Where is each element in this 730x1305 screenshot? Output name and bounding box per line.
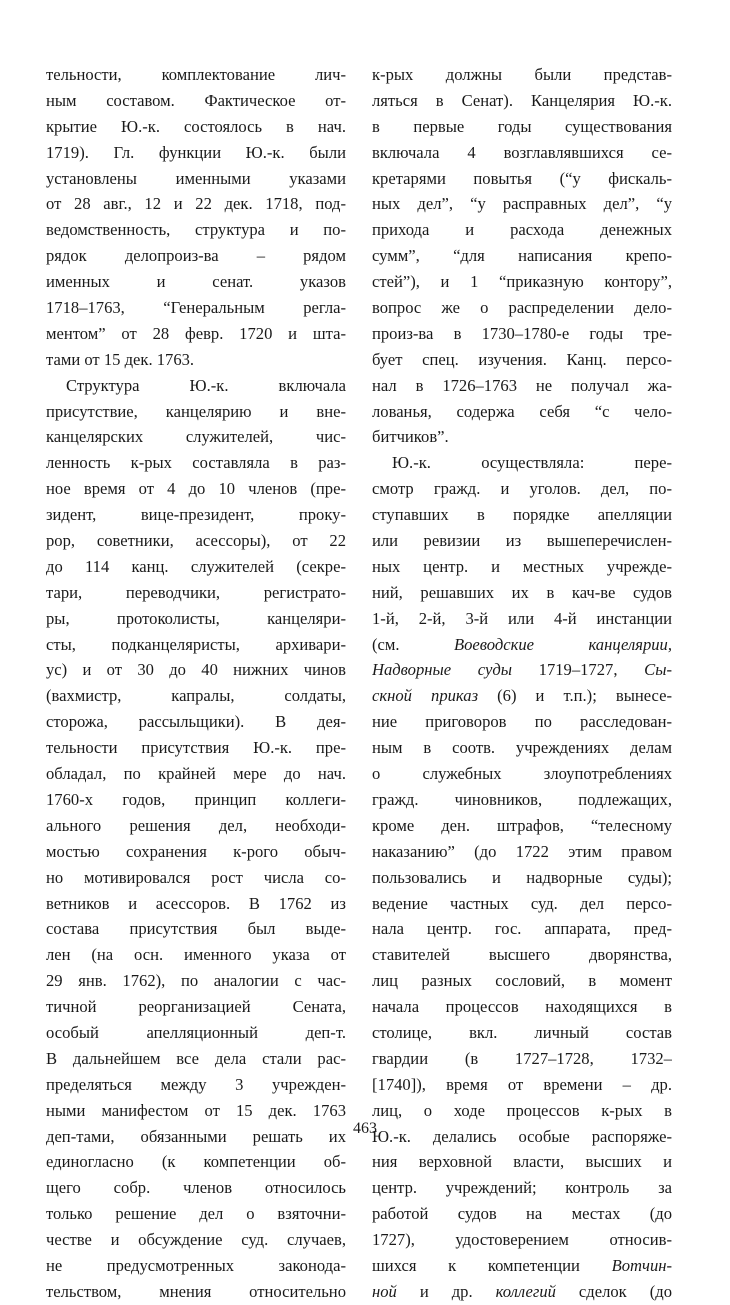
text-line: тари, переводчики, регистрато- [46, 582, 346, 602]
text-line: 1718–1763, “Генеральным регла- [46, 298, 346, 318]
text-line: ус) и от 30 до 40 нижних чинов [46, 660, 346, 680]
text-line: пользовались и надворные суды); [372, 867, 672, 887]
text-line: гвардии (в 1727–1728, 1732– [372, 1048, 672, 1068]
text-line: ментом” от 28 февр. 1720 и шта- [46, 323, 346, 343]
text-line: 1727), удостоверением относив- [372, 1230, 672, 1250]
text-line: к-рых должны были представ- [372, 65, 672, 84]
text-line: канцелярских служителей, чис- [46, 427, 346, 447]
text-run: 1719–1727, [511, 660, 645, 680]
text-line: кретарями повытья (“у фискаль- [372, 168, 672, 188]
text-run: шихся к компетенции [372, 1255, 612, 1275]
text-line: ным составом. Фактическое от- [46, 90, 346, 110]
text-line: (вахмистр, капралы, солдаты, [46, 686, 346, 706]
text-line: [1740]), время от времени – др. [372, 1074, 672, 1094]
text-run: (6) и т.п.); вынесе- [478, 686, 672, 706]
text-line: до 114 канц. служителей (секре- [46, 556, 346, 576]
text-line: 1760-х годов, принцип коллеги- [46, 789, 346, 809]
text-line: произ-ва в 1730–1780-е годы тре- [372, 323, 672, 343]
text-line: тельством, мнения относительно [46, 1281, 346, 1301]
text-line: ных дел”, “у расправных дел”, “у [372, 194, 672, 214]
text-line: от 28 авг., 12 и 22 дек. 1718, под- [46, 194, 346, 214]
text-line: тельности, комплектование лич- [46, 65, 346, 84]
text-line: сторожа, рассыльщики). В дея- [46, 712, 346, 732]
text-line: битчиков”. [372, 427, 449, 447]
text-line: вопрос же о распределении дело- [372, 298, 672, 318]
text-run: и др. [396, 1281, 496, 1301]
text-line [372, 632, 672, 658]
text-line: ставителей высшего дворянства, [372, 945, 672, 965]
text-line: ры, протоколисты, канцеляри- [46, 608, 346, 628]
text-line: ных центр. и местных учрежде- [372, 556, 672, 576]
text-line [372, 1253, 672, 1279]
page-number: 463 [353, 1120, 377, 1137]
paragraph [372, 450, 672, 1304]
text-line [372, 683, 672, 709]
text-line: состава присутствия был выде- [46, 919, 346, 939]
cross-reference-link: коллегий [495, 1281, 556, 1301]
text-line: ального решения дел, необходи- [46, 815, 346, 835]
text-line: деп-тами, обязанными решать их [46, 1126, 346, 1146]
text-line: ведение частных суд. дел персо- [372, 893, 672, 913]
text-line: именных и сенат. указов [46, 272, 346, 292]
text-line: честве и обсуждение суд. случаев, [46, 1230, 346, 1250]
cross-reference-link: Надворные суды [372, 660, 512, 680]
text-line: бует спец. изучения. Канц. персо- [372, 349, 672, 369]
paragraph [46, 62, 346, 373]
paragraph [46, 373, 346, 1305]
text-line: ными манифестом от 15 дек. 1763 [46, 1100, 346, 1120]
text-line: нал в 1726–1763 не получал жа- [372, 375, 672, 395]
text-line: или ревизии из вышеперечислен- [372, 531, 672, 551]
paragraph [372, 62, 672, 450]
text-line: смотр гражд. и уголов. дел, по- [372, 479, 672, 499]
cross-reference-link: ной [372, 1281, 397, 1301]
text-line: в первые годы существования [372, 116, 672, 136]
text-line: ное время от 4 до 10 членов (пре- [46, 479, 346, 499]
text-line: лен (на осн. именного указа от [46, 945, 346, 965]
text-line: 1-й, 2-й, 3-й или 4-й инстанции [372, 608, 672, 628]
text-line: не предусмотренных законода- [46, 1255, 346, 1275]
cross-reference-link: Сы- [644, 660, 672, 680]
text-line: тельности присутствия Ю.-к. пре- [46, 738, 346, 758]
text-line: лиц разных сословий, в момент [372, 971, 672, 991]
text-line: гражд. чиновников, подлежащих, [372, 789, 672, 809]
text-run: (см. [372, 634, 454, 654]
text-line: присутствие, канцелярию и вне- [46, 401, 346, 421]
text-line: начала процессов находящихся в [372, 997, 672, 1017]
text-line: пределяться между 3 учрежден- [46, 1074, 346, 1094]
text-line: ния верховной власти, высших и [372, 1152, 672, 1172]
text-line: столице, вкл. личный состав [372, 1022, 672, 1042]
left-column [46, 62, 346, 1305]
text-line: рор, советники, асессоры), от 22 [46, 531, 346, 551]
text-line: стей”), и 1 “приказную контору”, [372, 272, 672, 292]
text-line: 29 янв. 1762), по аналогии с час- [46, 971, 346, 991]
text-line: ведомственность, структура и по- [46, 220, 346, 240]
text-line: включала 4 возглавлявшихся се- [372, 142, 672, 162]
text-line: тами от 15 дек. 1763. [46, 349, 195, 369]
text-line: центр. учреждений; контроль за [372, 1178, 672, 1198]
text-line: ний, решавших их в кач-ве судов [372, 582, 672, 602]
text-line: только решение дел о взяточни- [46, 1204, 346, 1224]
text-line: ляться в Сенат). Канцелярия Ю.-к. [372, 90, 672, 110]
text-line: сумм”, “для написания крепо- [372, 246, 672, 266]
text-line: наказанию” (до 1722 этим правом [372, 841, 672, 861]
text-line: кроме ден. штрафов, “телесному [372, 815, 672, 835]
text-line: работой судов на местах (до [372, 1204, 672, 1224]
text-line: щего собр. членов относилось [46, 1178, 346, 1198]
text-line: особый апелляционный деп-т. [46, 1022, 346, 1042]
text-run: сделок (до [555, 1281, 672, 1301]
text-line: крытие Ю.-к. состоялось в нач. [46, 116, 346, 136]
text-line: 1719). Гл. функции Ю.-к. были [46, 142, 346, 162]
text-line: ветников и асессоров. В 1762 из [46, 893, 346, 913]
text-line: лиц, о ходе процессов к-рых в [372, 1100, 672, 1120]
text-line: о служебных злоупотреблениях [372, 764, 672, 784]
text-line [372, 657, 672, 683]
cross-reference-link: скной приказ [372, 686, 479, 706]
text-line: В дальнейшем все дела стали рас- [46, 1048, 346, 1068]
text-line: нала центр. гос. аппарата, пред- [372, 919, 672, 939]
text-line: рядок делопроиз-ва – рядом [46, 246, 346, 266]
cross-reference-link: Вотчин- [611, 1255, 672, 1275]
text-line: лованья, содержа себя “с чело- [372, 401, 672, 421]
text-line: но мотивировался рост числа со- [46, 867, 346, 887]
text-line: единогласно (к компетенции об- [46, 1152, 346, 1172]
text-line: тичной реорганизацией Сената, [46, 997, 346, 1017]
text-line: ние приговоров по расследован- [372, 712, 672, 732]
text-line [372, 1279, 672, 1305]
text-line: ленность к-рых составляла в раз- [46, 453, 346, 473]
cross-reference-link: Воеводские канцелярии, [453, 634, 672, 654]
text-line: прихода и расхода денежных [372, 220, 672, 240]
text-line: установлены именными указами [46, 168, 346, 188]
text-line: ным в соотв. учреждениях делам [372, 738, 672, 758]
text-line: ступавших в порядке апелляции [372, 505, 672, 525]
right-column [372, 62, 672, 1305]
text-line: зидент, вице-президент, проку- [46, 505, 346, 525]
text-line: Ю.-к. делались особые распоряже- [372, 1126, 672, 1146]
text-line: сты, подканцеляристы, архивари- [46, 634, 346, 654]
text-line: Ю.-к. осуществляла: пере- [392, 453, 672, 473]
text-line: Структура Ю.-к. включала [66, 375, 346, 395]
text-line: мостью сохранения к-рого обыч- [46, 841, 346, 861]
text-line: обладал, по крайней мере до нач. [46, 764, 346, 784]
